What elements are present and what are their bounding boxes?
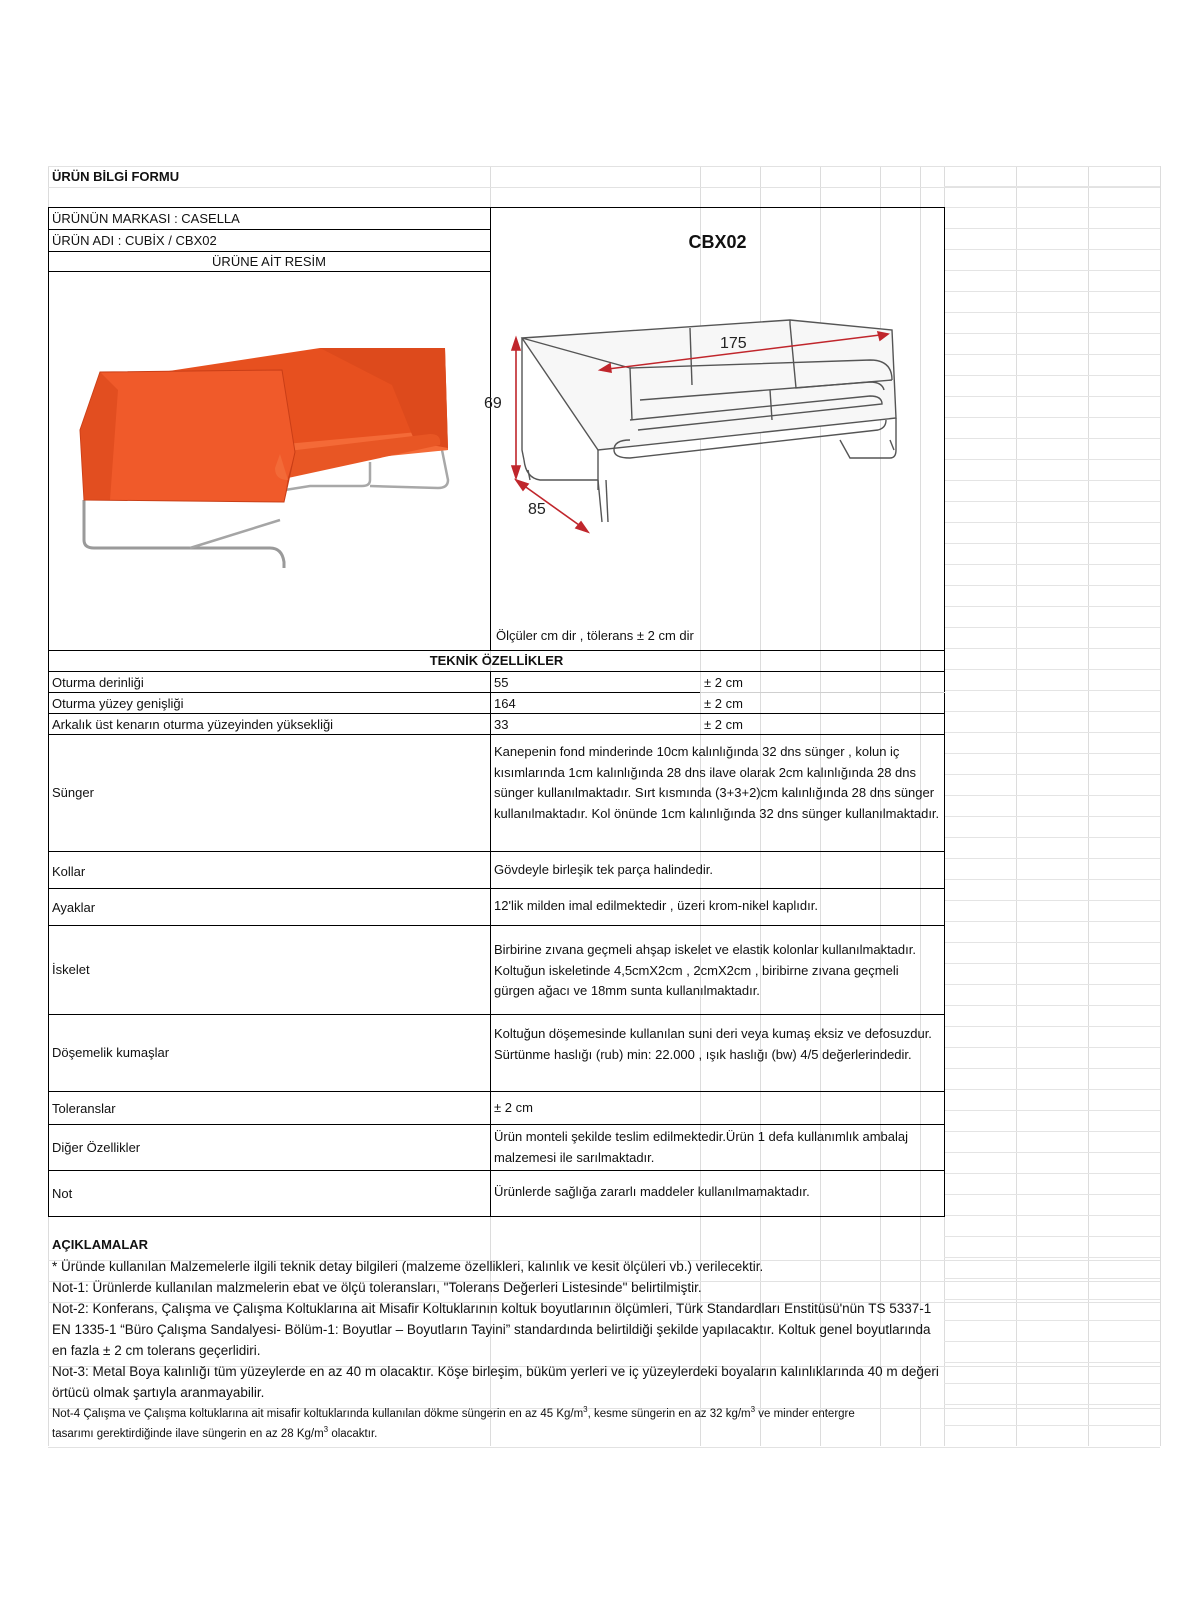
note-4-sup-1: 3 xyxy=(583,1405,588,1415)
dimension-note: Ölçüler cm dir , tölerans ± 2 cm dir xyxy=(496,628,694,643)
detail-label-tolerances: Toleranslar xyxy=(52,1101,116,1116)
note-4-sup-2: 3 xyxy=(750,1405,756,1415)
detail-text-upholstery: Koltuğun döşemesinde kullanılan suni deri veya kumaş eksiz ve defosuzdur. Sürtünme haslığı (rub) min: 22.000 , ışık haslığı (bw) 4/5 değerlerindedir. xyxy=(494,1026,932,1062)
image-caption: ÜRÜNE AİT RESİM xyxy=(212,254,326,269)
note-2: Not-2: Konferans, Çalışma ve Çalışma Koltuklarına ait Misafir Koltuklarının koltuk boyutlarının ölçümleri, Türk Standardları Enstitüsü'nün TS 5337-1 EN 1335-1 “Büro Çalışma Sandalyesi- Bölüm-1: Boyutlar – Boyutların Tayini” standardında belirtildiği şekilde yapılacaktır. Koltuk genel boyutlarında en fazla ± 2 cm tolerans geçerlidiri. xyxy=(52,1301,932,1358)
detail-label-frame: İskelet xyxy=(52,962,90,977)
spec-label-seat-depth: Oturma derinliği xyxy=(52,675,144,690)
detail-text-frame: Birbirine zıvana geçmeli ahşap iskelet ve elastik kolonlar kullanılmaktadır. Koltuğun iskeletinde 4,5cmX2cm , 2cmX2cm , biribirne zıvana geçmeli gürgen ağacı ve 18mm sunta kullanılmaktadır. xyxy=(494,942,916,998)
detail-label-arms: Kollar xyxy=(52,864,86,879)
spec-value-seat-width: 164 xyxy=(494,696,516,711)
note-1: Not-1: Ürünlerde kullanılan malzmelerin ebat ve ölçü toleransları, "Tolerans Değerleri Listesinde" belirtilmiştir. xyxy=(52,1280,702,1295)
note-4 xyxy=(52,1404,942,1444)
note-star: * Üründe kullanılan Malzemelerle ilgili teknik detay bilgileri (malzeme özellikleri, kalınlık ve kesit ölçüleri vb.) verilecektir. xyxy=(52,1259,764,1274)
height-dimension-label: 69 xyxy=(484,395,502,412)
sofa-photo xyxy=(70,330,470,570)
note-3: Not-3: Metal Boya kalınlığı tüm yüzeylerde en az 40 m olacaktır. Köşe birleşim, büküm yerleri ve iç yüzeylerdeki boyaların kalınlıklarında 40 m değeri örtücü olmak şartıyla aranmayabilir. xyxy=(52,1364,939,1400)
detail-label-foam: Sünger xyxy=(52,785,94,800)
notes-header: AÇIKLAMALAR xyxy=(52,1237,149,1252)
note-4-part-c: ve minder entergre xyxy=(755,1408,855,1420)
spec-tolerance-seat-depth: ± 2 cm xyxy=(704,675,743,690)
specs-header: TEKNİK ÖZELLİKLER xyxy=(429,653,564,668)
spec-label-seat-width: Oturma yüzey genişliği xyxy=(52,696,184,711)
note-4-part-e: olacaktır. xyxy=(328,1428,378,1440)
note-4-part-a: Not-4 Çalışma ve Çalışma koltuklarına ait misafir koltuklarında kullanılan dökme süngerin en az 45 Kg/m xyxy=(52,1408,584,1420)
detail-text-arms: Gövdeyle birleşik tek parça halindedir. xyxy=(494,862,713,877)
spec-tolerance-back-height: ± 2 cm xyxy=(704,717,743,732)
spec-tolerance-seat-width: ± 2 cm xyxy=(704,696,743,711)
depth-dimension-label: 85 xyxy=(528,501,546,518)
spec-value-seat-depth: 55 xyxy=(494,675,509,690)
brand-label: ÜRÜNÜN MARKASI : CASELLA xyxy=(52,211,240,226)
detail-label-note: Not xyxy=(52,1186,73,1201)
detail-text-legs: 12'lik milden imal edilmektedir , üzeri krom-nikel kaplıdır. xyxy=(494,898,818,913)
detail-text-tolerances: ± 2 cm xyxy=(494,1100,533,1115)
note-4-part-d: tasarımı gerektirdiğinde ilave süngerin en az 28 Kg/m xyxy=(52,1428,324,1440)
form-title: ÜRÜN BİLGİ FORMU xyxy=(52,169,180,184)
note-4-sup-3: 3 xyxy=(323,1425,329,1435)
sofa-dimension-drawing xyxy=(484,300,945,560)
spec-value-back-height: 33 xyxy=(494,717,509,732)
model-code: CBX02 xyxy=(688,232,747,252)
detail-text-other: Ürün monteli şekilde teslim edilmektedir.Ürün 1 defa kullanımlık ambalaj malzemesi ile sarılmaktadır. xyxy=(494,1129,909,1165)
detail-label-upholstery: Döşemelik kumaşlar xyxy=(52,1045,170,1060)
detail-text-foam: Kanepenin fond minderinde 10cm kalınlığında 32 dns sünger , kolun iç kısımlarında 1cm kalınlığında 28 dns ilave olarak 2cm kalınlığında 28 dns sünger kullanılmaktadır. Sırt kısmında (3+3+2)cm kalınlığında 28 dns sünger kullanılmaktadır. Kol önünde 1cm kalınlığında 32 dns sünger kullanılmaktadır. xyxy=(494,744,940,821)
detail-label-other: Diğer Özellikler xyxy=(52,1140,141,1155)
product-name-label: ÜRÜN ADI : CUBİX / CBX02 xyxy=(52,233,217,248)
detail-label-legs: Ayaklar xyxy=(52,900,96,915)
width-dimension-label: 175 xyxy=(720,335,747,352)
detail-text-note: Ürünlerde sağlığa zararlı maddeler kullanılmamaktadır. xyxy=(494,1184,810,1199)
note-4-part-b: , kesme süngerin en az 32 kg/m xyxy=(587,1408,751,1420)
spec-label-back-height: Arkalık üst kenarın oturma yüzeyinden yüksekliği xyxy=(52,717,334,732)
